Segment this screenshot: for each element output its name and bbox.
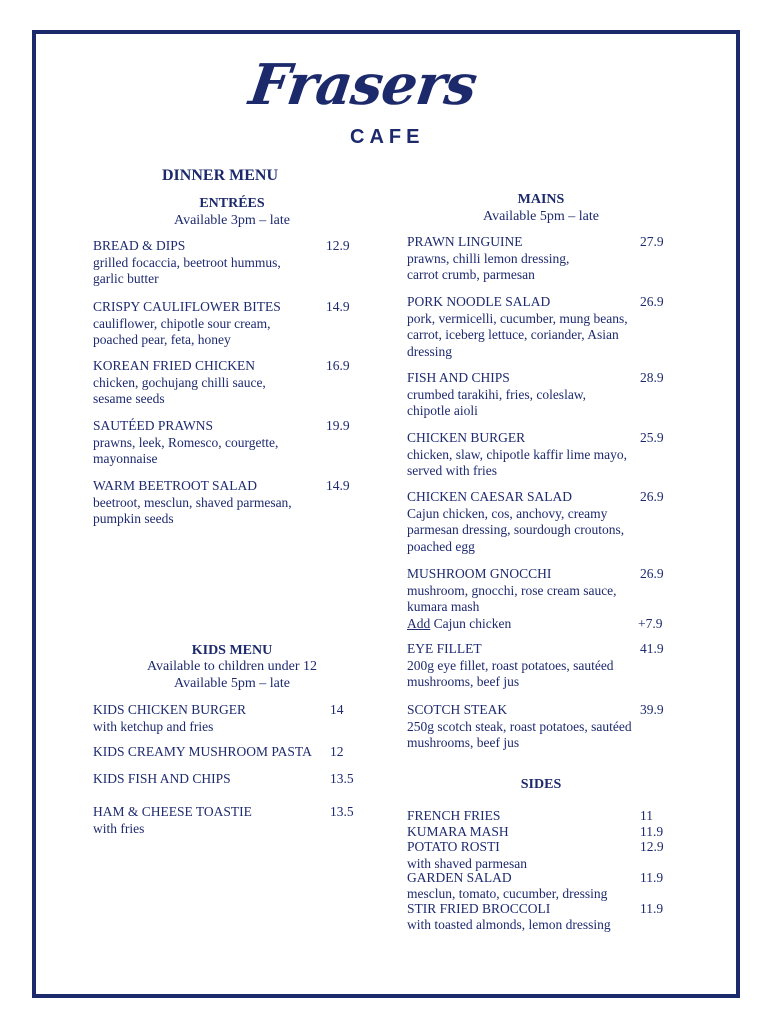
mains-item-description: dressing (407, 343, 452, 359)
entree-item-description: pumpkin seeds (93, 511, 174, 526)
mains-availability: Available 5pm – late (483, 209, 599, 224)
entree-item-price: 16.9 (326, 358, 350, 373)
mains-item-name: SCOTCH STEAK (407, 702, 508, 717)
mains-item-name: FISH AND CHIPS (407, 370, 510, 385)
sides-item-name: GARDEN SALAD (407, 869, 512, 885)
entree-item (93, 299, 281, 349)
sides-heading: SIDES (520, 777, 562, 792)
kids-item-price: 13.5 (330, 804, 354, 819)
entree-item-price: 12.9 (326, 238, 350, 253)
sides-item-price: 11 (640, 808, 653, 823)
kids-item (93, 702, 246, 735)
addon-add-label: Add (407, 615, 431, 631)
kids-item-price: 12 (330, 744, 344, 759)
kids-item-description: with ketchup and fries (93, 718, 214, 734)
mains-item-name: CHICKEN BURGER (407, 430, 526, 445)
mains-item-price: 27.9 (640, 234, 664, 249)
kids-availability-2: Available 5pm – late (174, 676, 290, 691)
kids-item (93, 804, 252, 837)
entree-item-price: 14.9 (326, 478, 350, 493)
mains-item-addon (407, 616, 617, 633)
mains-item-description: mushroom, gnocchi, rose cream sauce, (407, 582, 617, 598)
kids-item-name: KIDS CHICKEN BURGER (93, 702, 247, 717)
entree-item-name: CRISPY CAULIFLOWER BITES (93, 299, 281, 314)
entree-item-name: BREAD & DIPS (93, 238, 186, 253)
mains-item-description: chipotle aioli (407, 403, 478, 418)
entree-item-price: 14.9 (326, 299, 350, 314)
kids-item-description: with fries (93, 820, 145, 836)
mains-item-description: 200g eye fillet, roast potatoes, sautéed (407, 657, 614, 673)
entree-item (93, 418, 278, 468)
logo-sub: CAFE (350, 126, 425, 148)
entree-item-description: prawns, leek, Romesco, courgette, (93, 434, 279, 450)
entree-item-description: cauliflower, chipotle sour cream, (93, 315, 271, 331)
frasers-cafe-logo (245, 52, 520, 152)
mains-item-description: kumara mash (407, 599, 480, 614)
mains-item (407, 370, 586, 420)
mains-item-price: 39.9 (640, 702, 664, 717)
kids-item-name: KIDS FISH AND CHIPS (93, 771, 231, 786)
sides-item (407, 901, 611, 934)
mains-item-description: prawns, chilli lemon dressing, (407, 250, 570, 266)
kids-item (93, 744, 312, 761)
sides-item-name: POTATO ROSTI (407, 839, 500, 854)
entrees-availability: Available 3pm – late (174, 213, 290, 228)
mains-item-description: mushrooms, beef jus (407, 674, 520, 689)
mains-item-price: 28.9 (640, 370, 664, 385)
mains-item (407, 566, 617, 632)
mains-item-name: MUSHROOM GNOCCHI (407, 566, 552, 581)
mains-item-price: 26.9 (640, 489, 664, 504)
sides-item-description: with shaved parmesan (407, 855, 527, 871)
mains-item (407, 489, 624, 555)
mains-item (407, 702, 632, 752)
sides-item-name: STIR FRIED BROCCOLI (407, 900, 551, 916)
mains-item-description: crumbed tarakihi, fries, coleslaw, (407, 386, 587, 402)
entree-item-description: chicken, gochujang chilli sauce, (93, 374, 266, 390)
mains-item (407, 234, 569, 284)
mains-item-description: carrot crumb, parmesan (407, 267, 535, 282)
mains-item-description: poached egg (407, 538, 475, 554)
sides-item-description: with toasted almonds, lemon dressing (407, 917, 611, 932)
menu-title: DINNER MENU (162, 167, 278, 184)
kids-heading: KIDS MENU (191, 643, 273, 658)
mains-heading: MAINS (517, 192, 565, 207)
sides-item-price: 11.9 (640, 900, 664, 916)
mains-item-name: PORK NOODLE SALAD (407, 294, 551, 309)
sides-item (407, 870, 607, 903)
entree-item-price: 19.9 (326, 418, 350, 433)
sides-item (407, 824, 509, 841)
kids-item-price: 13.5 (330, 771, 354, 786)
mains-item (407, 641, 614, 691)
entree-item (93, 358, 266, 408)
mains-item-price: 26.9 (640, 294, 664, 309)
entree-item (93, 238, 281, 288)
mains-item-price: 26.9 (640, 566, 664, 581)
entree-item (93, 478, 292, 528)
sides-item-description: mesclun, tomato, cucumber, dressing (407, 886, 608, 901)
entree-item-description: grilled focaccia, beetroot hummus, (93, 254, 281, 270)
sides-item-price: 11.9 (640, 869, 664, 885)
addon-text: Cajun chicken (430, 615, 512, 631)
mains-item-price: 41.9 (640, 641, 664, 656)
mains-item-description: chicken, slaw, chipotle kaffir lime mayo, (407, 446, 628, 462)
sides-item-price: 11.9 (640, 823, 664, 839)
mains-item-name: PRAWN LINGUINE (407, 234, 523, 249)
sides-item-price: 12.9 (640, 839, 664, 854)
entree-item-description: garlic butter (93, 271, 159, 286)
entree-item-name: KOREAN FRIED CHICKEN (93, 358, 255, 373)
mains-item (407, 294, 628, 360)
entree-item-description: mayonnaise (93, 451, 158, 466)
kids-item (93, 771, 231, 788)
entree-item-name: WARM BEETROOT SALAD (93, 478, 258, 493)
entree-item-description: sesame seeds (93, 391, 165, 406)
entree-item-name: SAUTÉED PRAWNS (93, 418, 214, 433)
entree-item-description: poached pear, feta, honey (93, 332, 231, 347)
mains-item-description: parmesan dressing, sourdough croutons, (407, 522, 625, 537)
entree-item-description: beetroot, mesclun, shaved parmesan, (93, 494, 292, 510)
kids-item-name: HAM & CHEESE TOASTIE (93, 804, 252, 819)
sides-item (407, 808, 500, 825)
mains-item (407, 430, 627, 480)
logo-script: Frasers (245, 52, 481, 118)
mains-item-description: carrot, iceberg lettuce, coriander, Asian (407, 327, 619, 342)
entrees-heading: ENTRÉES (199, 196, 265, 211)
kids-availability-1: Available to children under 12 (146, 659, 318, 674)
sides-item-name: KUMARA MASH (407, 823, 509, 839)
mains-item-description: mushrooms, beef jus (407, 735, 520, 750)
kids-item-price: 14 (330, 702, 344, 717)
sides-item (407, 839, 527, 872)
mains-item-description: Cajun chicken, cos, anchovy, creamy (407, 505, 608, 521)
mains-item-description: served with fries (407, 463, 497, 478)
mains-item-description: 250g scotch steak, roast potatoes, sautéed (407, 718, 632, 734)
kids-item-name: KIDS CREAMY MUSHROOM PASTA (93, 744, 312, 759)
mains-item-name: EYE FILLET (407, 641, 482, 656)
sides-item-name: FRENCH FRIES (407, 808, 501, 823)
mains-item-description: pork, vermicelli, cucumber, mung beans, (407, 310, 628, 326)
mains-item-price: 25.9 (640, 430, 664, 445)
mains-addon-price: +7.9 (638, 615, 663, 631)
mains-item-name: CHICKEN CAESAR SALAD (407, 489, 573, 504)
